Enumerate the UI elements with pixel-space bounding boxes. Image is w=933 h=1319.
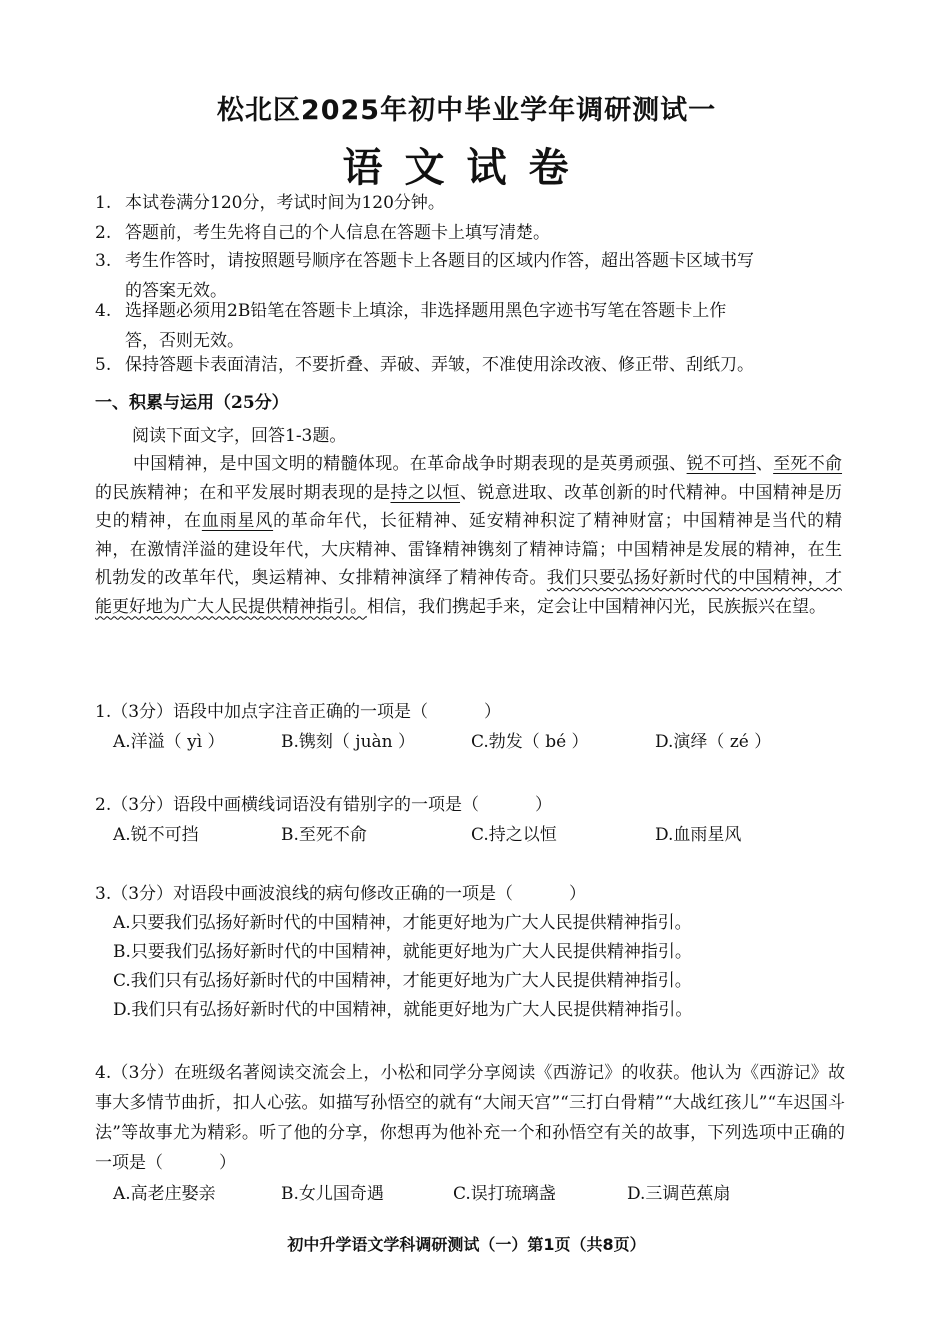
question-stem	[95, 1058, 845, 1178]
notice-text-continued: 的答案无效。	[125, 281, 227, 301]
question-stem-close: ）	[219, 1153, 236, 1173]
question-stem-close: ）	[535, 795, 553, 815]
wavy-underlined-sentence: 我们只要弘扬好新时代的中国精神，才能更好地为广大人民提供精神指引。	[95, 568, 843, 617]
underlined-word: 血雨星风	[201, 511, 274, 531]
underlined-word: 锐不可挡	[686, 454, 756, 474]
option-d: D.血雨星风	[655, 825, 742, 845]
notice-item	[95, 296, 845, 356]
option-a: A.锐不可挡	[113, 825, 199, 845]
option-a: A.洋溢（ yì ）	[113, 732, 225, 752]
page-footer: 初中升学语文学科调研测试（一）第1页（共8页）	[287, 1235, 646, 1254]
notice-number: 3.	[95, 251, 112, 271]
passage-text: 、	[755, 454, 774, 474]
passage-text: 的革命年代，长征精神、延安精神积淀了精神财富；中国精神是当代的精神，在激情洋溢的建设年代，大庆精神、雷锋精神镌刻了精神诗篇；中国精神是发展的精神，在生机勃发的改革年代，奥运精神、女排精神演绎了精神传奇。	[95, 511, 843, 588]
notice-item	[95, 218, 845, 248]
notice-text-continued: 答，否则无效。	[125, 331, 244, 351]
question-stem	[95, 880, 845, 909]
question-stem-close: ）	[569, 884, 587, 904]
question-1	[95, 698, 845, 757]
notice-item	[95, 350, 845, 380]
notice-number: 5.	[95, 355, 112, 375]
option-d: D.三调芭蕉扇	[627, 1184, 731, 1204]
question-stem-text: 4.（3分）在班级名著阅读交流会上，小松和同学分享阅读《西游记》的收获。他认为《西游记》故事大多情节曲折，扣人心弦。如描写孙悟空的就有“大闹天宫”“三打白骨精”“大战红孩儿”“车迟国斗法”等故事尤为精彩。听了他的分享，你想再为他补充一个和孙悟空有关的故事，下列选项中正确的一项是（	[95, 1063, 845, 1173]
notice-number: 2.	[95, 223, 112, 243]
notice-text: 保持答题卡表面清洁，不要折叠、弄破、弄皱，不准使用涂改液、修正带、刮纸刀。	[125, 355, 754, 375]
notice-item	[95, 188, 845, 218]
question-stem-close: ）	[484, 702, 502, 722]
question-3	[95, 880, 845, 1025]
option-b: B.至死不俞	[281, 825, 367, 845]
options-row	[95, 1179, 845, 1209]
option-c: C.误打琉璃盏	[453, 1184, 556, 1204]
notice-text: 答题前，考生先将自己的个人信息在答题卡上填写清楚。	[125, 223, 550, 243]
question-2	[95, 791, 845, 850]
notice-number: 1.	[95, 193, 112, 213]
option-a: A.只要我们弘扬好新时代的中国精神，才能更好地为广大人民提供精神指引。	[113, 913, 692, 933]
subject-title: 语文试卷	[342, 145, 591, 191]
option-b: B.女儿国奇遇	[281, 1184, 384, 1204]
question-stem-text: 3.（3分）对语段中画波浪线的病句修改正确的一项是（	[95, 884, 514, 904]
question-stem-text: 1.（3分）语段中加点字注音正确的一项是（	[95, 702, 429, 722]
question-stem	[95, 698, 845, 727]
underlined-word: 持之以恒	[390, 482, 461, 503]
question-stem-text: 2.（3分）语段中画横线词语没有错别字的一项是（	[95, 795, 480, 815]
underlined-word: 至死不俞	[773, 454, 843, 474]
option-d: D.我们只有弘扬好新时代的中国精神，就能更好地为广大人民提供精神指引。	[113, 1000, 693, 1020]
options-row	[95, 728, 845, 757]
option-c: C.持之以恒	[471, 825, 557, 845]
reading-passage	[95, 450, 842, 621]
reading-instruction: 阅读下面文字，回答1-3题。	[132, 426, 347, 446]
option-c: C.勃发（ bé ）	[471, 732, 589, 752]
passage-text: 、锐意进取、改革创新的时代精神。中国精神是历史的精神，在	[95, 482, 843, 531]
notice-text: 考生作答时，请按照题号顺序在答题卡上各题目的区域内作答，超出答题卡区域书写	[125, 251, 754, 271]
passage-text: 相信，我们携起手来，定会让中国精神闪光，民族振兴在望。	[367, 596, 826, 617]
options-row	[95, 821, 845, 850]
option-b: B.镌刻（ juàn ）	[281, 732, 416, 752]
notice-text: 本试卷满分120分，考试时间为120分钟。	[125, 193, 445, 213]
option-b: B.只要我们弘扬好新时代的中国精神，就能更好地为广大人民提供精神指引。	[113, 942, 692, 962]
question-stem	[95, 791, 845, 820]
passage-text: 的民族精神；在和平发展时期表现的是	[95, 482, 391, 503]
notice-number: 4.	[95, 301, 112, 321]
notice-text: 选择题必须用2B铅笔在答题卡上填涂，非选择题用黑色字迹书写笔在答题卡上作	[125, 301, 727, 321]
option-a: A.高老庄娶亲	[113, 1184, 216, 1204]
section-heading: 一、积累与运用（25分）	[95, 393, 289, 413]
option-d: D.演绎（ zé ）	[655, 732, 772, 752]
question-4	[95, 1058, 845, 1209]
option-c: C.我们只有弘扬好新时代的中国精神，才能更好地为广大人民提供精神指引。	[113, 971, 692, 991]
passage-text: 中国精神，是中国文明的精髓体现。在革命战争时期表现的是英勇顽强、	[133, 454, 687, 474]
exam-title: 松北区2025年初中毕业学年调研测试一	[216, 95, 717, 126]
